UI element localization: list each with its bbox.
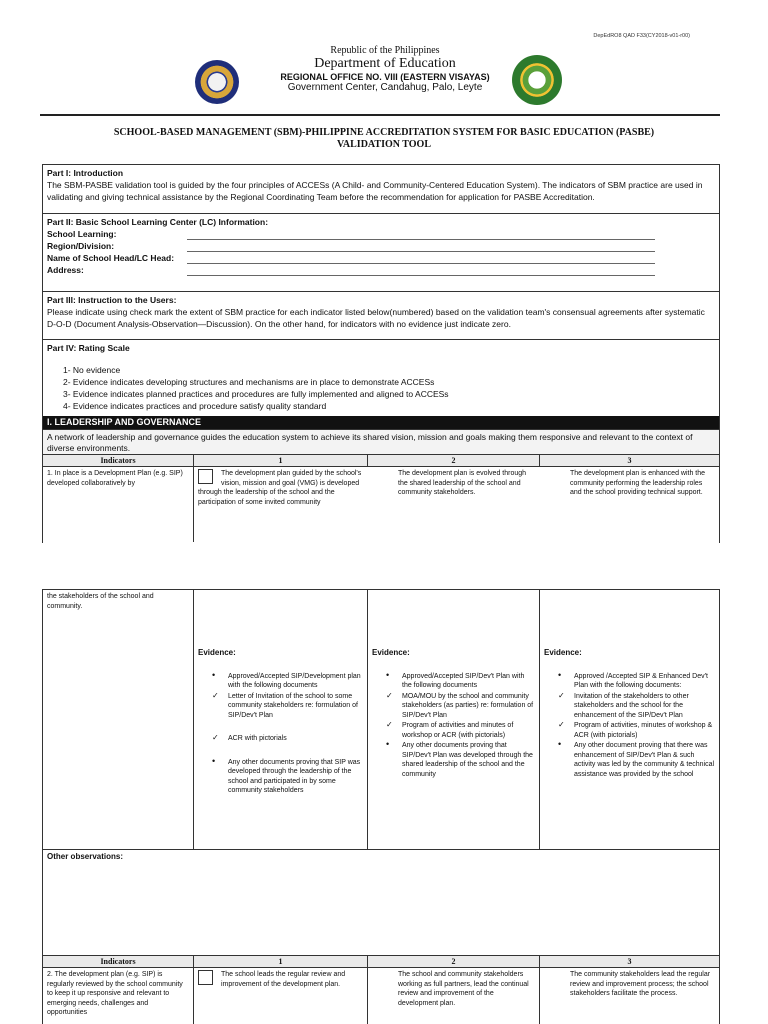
part1-heading: Part I: Introduction xyxy=(47,168,124,178)
col-3: 3 xyxy=(627,456,632,465)
indicator-1-row-top xyxy=(43,467,719,543)
part-rating-scale xyxy=(43,340,719,416)
rating-item: 4- Evidence indicates practices and procedure satisfy quality standard xyxy=(63,401,327,411)
checkbox[interactable] xyxy=(198,469,213,484)
school-learning-field[interactable] xyxy=(47,228,715,240)
indicator-1-level-2: The development plan is evolved through the shared leadership of the school and community stakeholders. xyxy=(398,470,527,496)
indicator-2-level-2: The school and community stakeholders working as full partners, lead the continual review and improvement of the development plan. xyxy=(368,968,540,1024)
evidence-item: • Any other document proving that there was enhancement of SIP/Dev't Plan & such activity was led by the community & technical assistance was provided by the school xyxy=(558,741,715,779)
evidence-item: • Any other documents proving that SIP was developed through the leadership of the school and participated in by some community stakeholders xyxy=(212,758,363,796)
republic-line: Republic of the Philippines xyxy=(330,45,440,56)
indicator-2-level-1 xyxy=(194,968,368,1024)
evidence-item: ✓ MOA/MOU by the school and community stakeholders (as parties) re: formulation of SIP/Dev't Plan xyxy=(386,692,535,721)
evidence-item: • Approved/Accepted SIP/Dev't Plan with the following documents xyxy=(386,672,535,691)
title-line-2: VALIDATION TOOL xyxy=(336,139,431,150)
other-observations[interactable]: Other observations: xyxy=(43,850,719,956)
field-label: School Learning: xyxy=(47,229,117,239)
grid-header-2 xyxy=(43,956,719,968)
blank-line[interactable] xyxy=(187,267,655,276)
form-page-2 xyxy=(42,589,720,1024)
evidence-item: • Approved /Accepted SIP & Enhanced Dev't Plan with the following documents: xyxy=(558,672,715,691)
indicator-1-level-3: The development plan is enhanced with the community performing the leadership roles and the school providing technical support. xyxy=(570,470,706,496)
evidence-label: Evidence: xyxy=(198,648,236,657)
checkbox[interactable] xyxy=(198,970,213,985)
region-line: REGIONAL OFFICE NO. VIII (EASTERN VISAYAS) xyxy=(280,72,490,82)
col-indicators: Indicators xyxy=(43,455,194,466)
blank-line[interactable] xyxy=(187,243,655,252)
rating-item: 2- Evidence indicates developing structures and mechanisms are in place to demonstrate ACCESs xyxy=(63,377,435,387)
evidence-col-2 xyxy=(368,590,540,849)
col-indicators: Indicators xyxy=(43,956,194,967)
evidence-item: ✓ ACR with pictorials xyxy=(212,734,363,744)
evidence-label: Evidence: xyxy=(544,648,582,657)
section-band-leadership: I. LEADERSHIP AND GOVERNANCE xyxy=(43,416,719,430)
indicator-1-text: 1. In place is a Development Plan (e.g. SIP) developed collaboratively by xyxy=(43,467,194,542)
level-description: The school leads the regular review and improvement of the development plan. xyxy=(221,971,346,988)
rating-scale-list xyxy=(47,364,715,412)
evidence-item: ✓ Program of activities and minutes of workshop or ACR (with pictorials) xyxy=(386,721,535,740)
part4-heading: Part IV: Rating Scale xyxy=(47,343,130,353)
section-intro: A network of leadership and governance guides the education system to achieve its shared vision, mission and goals making them responsive and relevant to the context of diverse environments. xyxy=(43,430,719,455)
evidence-item: ✓ Invitation of the stakeholders to other stakeholders and the school for the enhancement of the SIP/Dev't Plan xyxy=(558,692,715,721)
school-head-field[interactable] xyxy=(47,252,715,264)
header-divider xyxy=(40,114,720,116)
evidence-item: ✓ Program of activities, minutes of workshop & ACR (with pictorials) xyxy=(558,721,715,740)
col-2: 2 xyxy=(368,455,540,466)
rating-item: 1- No evidence xyxy=(63,365,121,375)
blank-line[interactable] xyxy=(187,231,655,240)
level-description: The development plan guided by the school's vision, mission and goal (VMG) is developed through the leadership of the school and the participation of some invited community xyxy=(198,470,362,506)
part2-heading: Part II: Basic School Learning Center (LC) Information: xyxy=(47,217,269,227)
indicator-1-evidence-row xyxy=(43,590,719,850)
col-1: 1 xyxy=(194,956,368,967)
region-division-field[interactable] xyxy=(47,240,715,252)
part-school-info xyxy=(43,214,719,292)
part1-text: The SBM-PASBE validation tool is guided by the four principles of ACCESs (A Child- and Community-Centered Education System). The indicators of SBM practice are used in validating and giving technical assistance by the Regional Coordinating Team before the recommendation for application for PASBE Accreditation. xyxy=(47,180,703,202)
evidence-item: • Any other documents proving that SIP/Dev't Plan was developed through the shared leadership of the school and the community xyxy=(386,741,535,779)
department-line: Department of Education xyxy=(314,56,456,71)
field-label: Address: xyxy=(47,265,84,275)
title-line-1: SCHOOL-BASED MANAGEMENT (SBM)-PHILIPPINE ACCREDITATION SYSTEM FOR BASIC EDUCATION (PASBE) xyxy=(113,127,655,138)
rating-item: 3- Evidence indicates planned practices and procedures are fully implemented and aligned to ACCESs xyxy=(63,389,449,399)
indicator-2-row xyxy=(43,968,719,1024)
indicator-1-level-1 xyxy=(194,467,368,542)
col-1: 1 xyxy=(194,455,368,466)
indicator-2-level-3: The community stakeholders lead the regular review and improvement process; the school stakeholders facilitate the process. xyxy=(570,971,711,997)
part3-heading: Part III: Instruction to the Users: xyxy=(47,295,177,305)
indicator-1-text-cont: the stakeholders of the school and community. xyxy=(43,590,194,849)
part3-text: Please indicate using check mark the extent of SBM practice for each indicator listed below(numbered) based on the validation team's consensual agreements after systematic D-O-D (Document Analysis-Observation—Discussion). On the other hand, for indicators with no evidence just indicate zero. xyxy=(47,307,705,329)
field-label: Region/Division: xyxy=(47,241,115,251)
evidence-item: • Approved/Accepted SIP/Development plan with the following documents xyxy=(212,672,363,691)
col-2: 2 xyxy=(368,956,540,967)
form-page-1 xyxy=(42,164,720,543)
document-title xyxy=(44,127,724,151)
evidence-item: ✓ Letter of Invitation of the school to some community stakeholders re: formulation of SIP/Dev't Plan xyxy=(212,692,363,721)
letterhead xyxy=(200,45,570,93)
part-instructions xyxy=(43,292,719,340)
indicator-2-text: 2. The development plan (e.g. SIP) is regularly reviewed by the school community to keep it up responsive and relevant to emerging needs, challenges and opportunities xyxy=(43,968,194,1024)
document-code: DepEdRO8 QAD F33(CY2018-v01-r00) xyxy=(593,33,690,39)
address-line: Government Center, Candahug, Palo, Leyte xyxy=(287,82,483,93)
field-label: Name of School Head/LC Head: xyxy=(47,253,175,263)
grid-header xyxy=(43,455,719,467)
address-field[interactable] xyxy=(47,264,715,276)
evidence-label: Evidence: xyxy=(372,648,410,657)
evidence-col-1 xyxy=(194,590,368,849)
blank-line[interactable] xyxy=(187,255,655,264)
evidence-col-3 xyxy=(540,590,719,849)
col-3: 3 xyxy=(627,957,632,966)
part-introduction xyxy=(43,165,719,214)
